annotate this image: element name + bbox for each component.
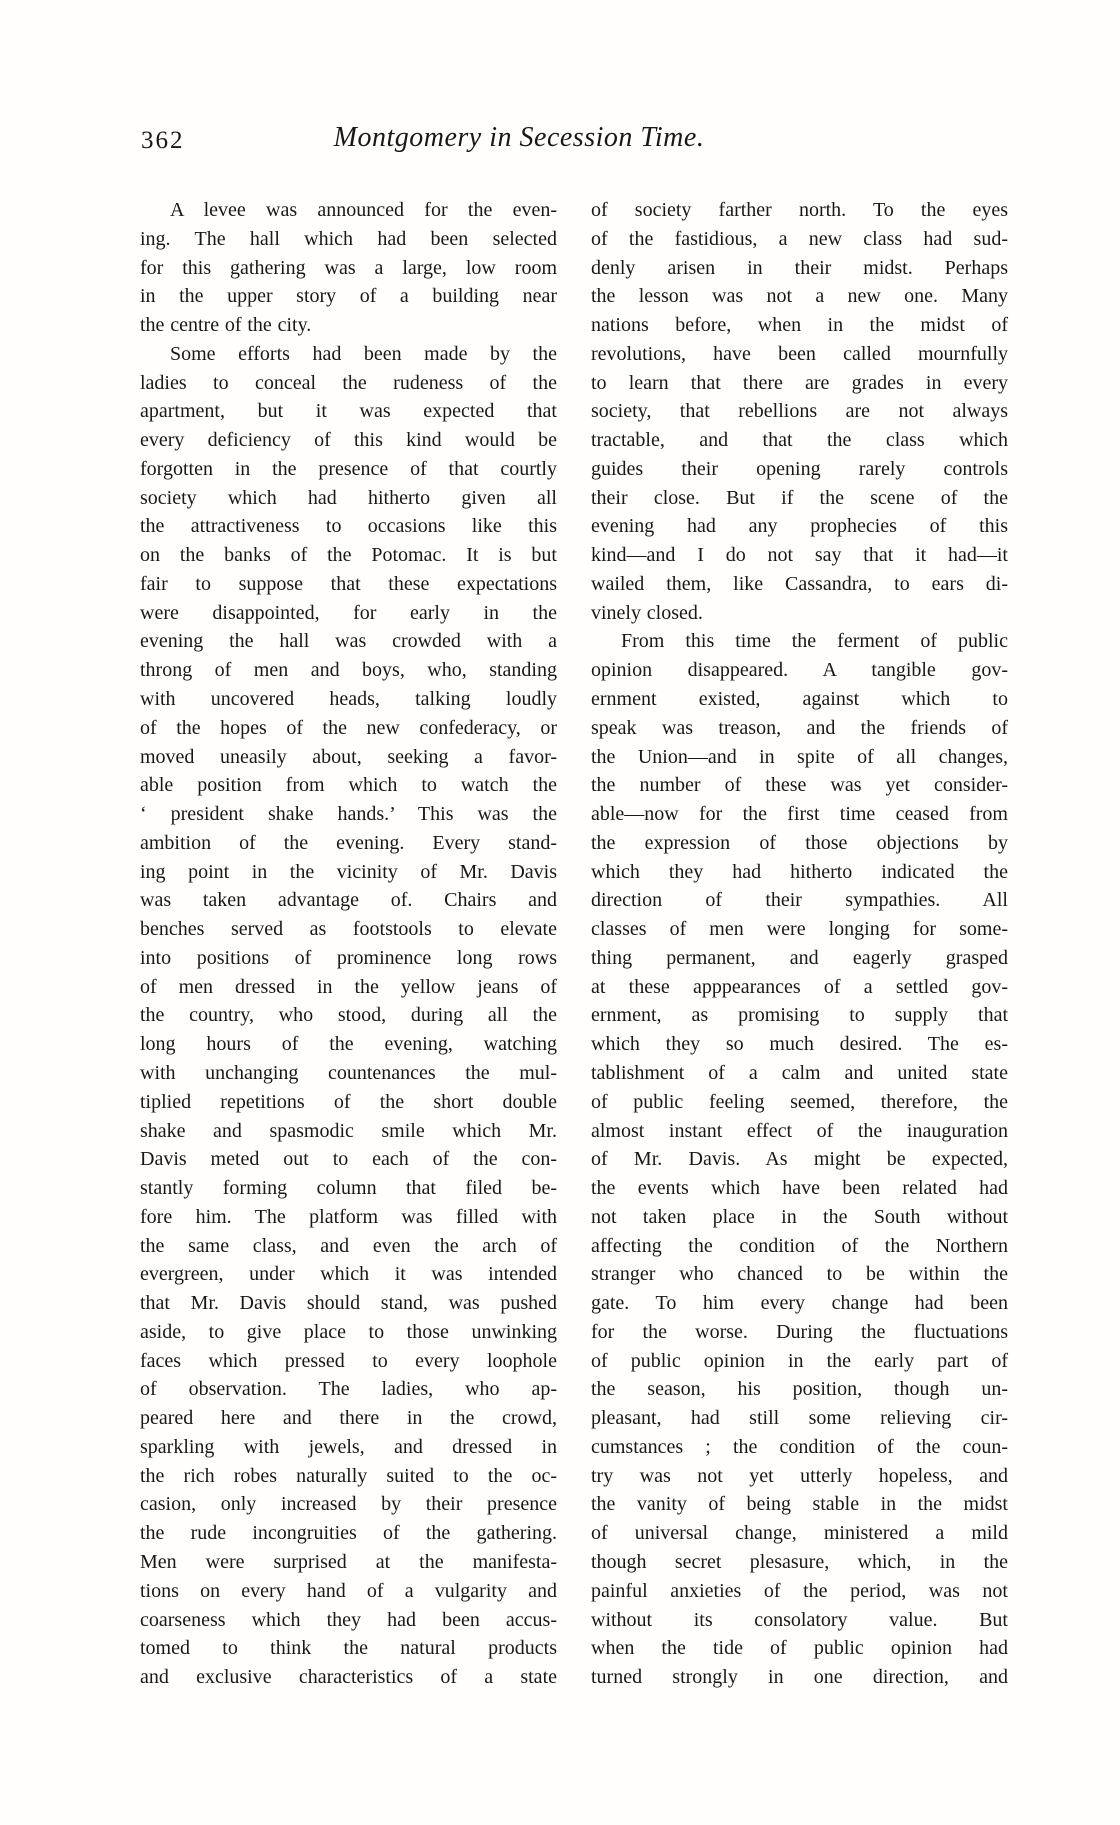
text-columns [140,196,1008,1692]
text-line: of public feeling seemed, therefore, the [591,1090,1008,1113]
text-line: society, that rebellions are not always [591,400,1008,423]
text-line: aside, to give place to those unwinking [140,1320,557,1343]
text-line: at these apppearances of a settled gov- [591,975,1008,998]
text-line: evening had any prophecies of this [591,515,1008,538]
text-line: tomed to think the natural products [140,1637,557,1660]
text-line: ‘ president shake hands.’ This was the [140,803,557,826]
text-line: nations before, when in the midst of [591,314,1008,337]
text-line: ernment existed, against which to [591,688,1008,711]
text-line: of Mr. Davis. As might be expected, [591,1148,1008,1171]
text-line: the expression of those objections by [591,831,1008,854]
text-line: faces which pressed to every loophole [140,1349,557,1372]
text-line: the attractiveness to occasions like this [140,515,557,538]
text-line: Men were surprised at the manifesta- [140,1550,557,1573]
text-line: with unchanging countenances the mul- [140,1061,557,1084]
text-line: revolutions, have been called mournfully [591,342,1008,365]
text-line: tiplied repetitions of the short double [140,1090,557,1113]
text-line: the vanity of being stable in the midst [591,1493,1008,1516]
text-line: the events which have been related had [591,1177,1008,1200]
text-line: and exclusive characteristics of a state [140,1666,557,1689]
text-line: classes of men were longing for some- [591,918,1008,941]
text-line: of observation. The ladies, who ap- [140,1378,557,1401]
text-line: of society farther north. To the eyes [591,199,1008,221]
text-line: wailed them, like Cassandra, to ears di- [591,572,1008,595]
text-line: shake and spasmodic smile which Mr. [140,1119,557,1142]
text-line: tablishment of a calm and united state [591,1061,1008,1084]
text-line: able—now for the first time ceased from [591,803,1008,826]
text-line: the season, his position, though un- [591,1378,1008,1401]
running-title: Montgomery in Secession Time. [333,122,705,153]
text-line: cumstances ; the condition of the coun- [591,1435,1008,1458]
text-line: long hours of the evening, watching [140,1033,557,1056]
column-left [140,196,557,1692]
text-line: into positions of prominence long rows [140,946,557,969]
text-line: vinely closed. [591,601,703,624]
text-line: tractable, and that the class which [591,429,1008,452]
text-line: speak was treason, and the friends of [591,716,1008,739]
text-line: were disappointed, for early in the [140,601,557,624]
text-line: of men dressed in the yellow jeans of [140,975,557,998]
text-line: was taken advantage of. Chairs and [140,889,557,912]
text-line: the number of these was yet consider- [591,774,1008,797]
text-line: for the worse. During the fluctuations [591,1320,1008,1343]
text-line: every deficiency of this kind would be [140,429,557,452]
text-line: Some efforts had been made by the [170,342,557,365]
text-line: which they so much desired. The es- [591,1033,1008,1056]
text-line: kind—and I do not say that it had—it [591,544,1008,567]
text-line: evening the hall was crowded with a [140,630,557,653]
column-right [591,196,1008,1692]
text-line: fore him. The platform was filled with [140,1205,557,1228]
text-line: on the banks of the Potomac. It is but [140,544,557,567]
text-line: gate. To him every change had been [591,1292,1008,1315]
text-line: evergreen, under which it was intended [140,1263,557,1286]
text-line: throng of men and boys, who, standing [140,659,557,682]
text-line: their close. But if the scene of the [591,486,1008,509]
text-line: sparkling with jewels, and dressed in [140,1435,557,1458]
text-line: the lesson was not a new one. Many [591,285,1008,308]
text-line: for this gathering was a large, low room [140,256,557,279]
text-line: the country, who stood, during all the [140,1004,557,1027]
paragraph [591,196,1008,627]
text-line: peared here and there in the crowd, [140,1407,557,1430]
text-line: when the tide of public opinion had [591,1637,1008,1660]
text-line: of the fastidious, a new class had sud- [591,227,1008,250]
text-line: the same class, and even the arch of [140,1234,557,1257]
text-line: the rich robes naturally suited to the oc- [140,1464,557,1487]
text-line: ernment, as promising to supply that [591,1004,1008,1027]
text-line: tions on every hand of a vulgarity and [140,1579,557,1602]
text-line: ladies to conceal the rudeness of the [140,371,557,394]
text-line: casion, only increased by their presence [140,1493,557,1516]
text-line: ing point in the vicinity of Mr. Davis [140,860,557,883]
text-line: society which had hitherto given all [140,486,557,509]
text-line: almost instant effect of the inauguration [591,1119,1008,1142]
text-line: able position from which to watch the [140,774,557,797]
text-line: apartment, but it was expected that [140,400,557,423]
text-line: opinion disappeared. A tangible gov- [591,659,1008,682]
paragraph [140,340,557,1692]
text-line: turned strongly in one direction, and [591,1666,1008,1689]
text-line: of the hopes of the new confederacy, or [140,716,557,739]
text-line: Davis meted out to each of the con- [140,1148,557,1171]
text-line: of universal change, ministered a mild [591,1522,1008,1545]
text-line: the Union—and in spite of all changes, [591,745,1008,768]
text-line: pleasant, had still some relieving cir- [591,1407,1008,1430]
text-line: thing permanent, and eagerly grasped [591,946,1008,969]
text-line: ambition of the evening. Every stand- [140,831,557,854]
text-line: fair to suppose that these expectations [140,572,557,595]
paragraph [591,627,1008,1691]
text-line: not taken place in the South without [591,1205,1008,1228]
text-line: stantly forming column that filed be- [140,1177,557,1200]
text-line: of public opinion in the early part of [591,1349,1008,1372]
text-line: coarseness which they had been accus- [140,1608,557,1631]
text-line: From this time the ferment of public [621,630,1008,653]
text-line: in the upper story of a building near [140,285,557,308]
text-line: stranger who chanced to be within the [591,1263,1008,1286]
text-line: A levee was announced for the even- [170,199,557,221]
text-line: the rude incongruities of the gathering. [140,1522,557,1545]
page-number: 362 [141,127,185,154]
text-line: with uncovered heads, talking loudly [140,688,557,711]
text-line: to learn that there are grades in every [591,371,1008,394]
text-line: forgotten in the presence of that courtly [140,457,557,480]
text-line: ing. The hall which had been selected [140,227,557,250]
text-line: denly arisen in their midst. Perhaps [591,256,1008,279]
text-line: that Mr. Davis should stand, was pushed [140,1292,557,1315]
text-line: benches served as footstools to elevate [140,918,557,941]
text-line: painful anxieties of the period, was not [591,1579,1008,1602]
text-line: though secret plesasure, which, in the [591,1550,1008,1573]
text-line: the centre of the city. [140,314,312,337]
text-line: without its consolatory value. But [591,1608,1008,1631]
paragraph [140,196,557,340]
text-line: try was not yet utterly hopeless, and [591,1464,1008,1487]
text-line: affecting the condition of the Northern [591,1234,1008,1257]
text-line: guides their opening rarely controls [591,457,1008,480]
text-line: moved uneasily about, seeking a favor- [140,745,557,768]
text-line: which they had hitherto indicated the [591,860,1008,883]
text-line: direction of their sympathies. All [591,889,1008,912]
